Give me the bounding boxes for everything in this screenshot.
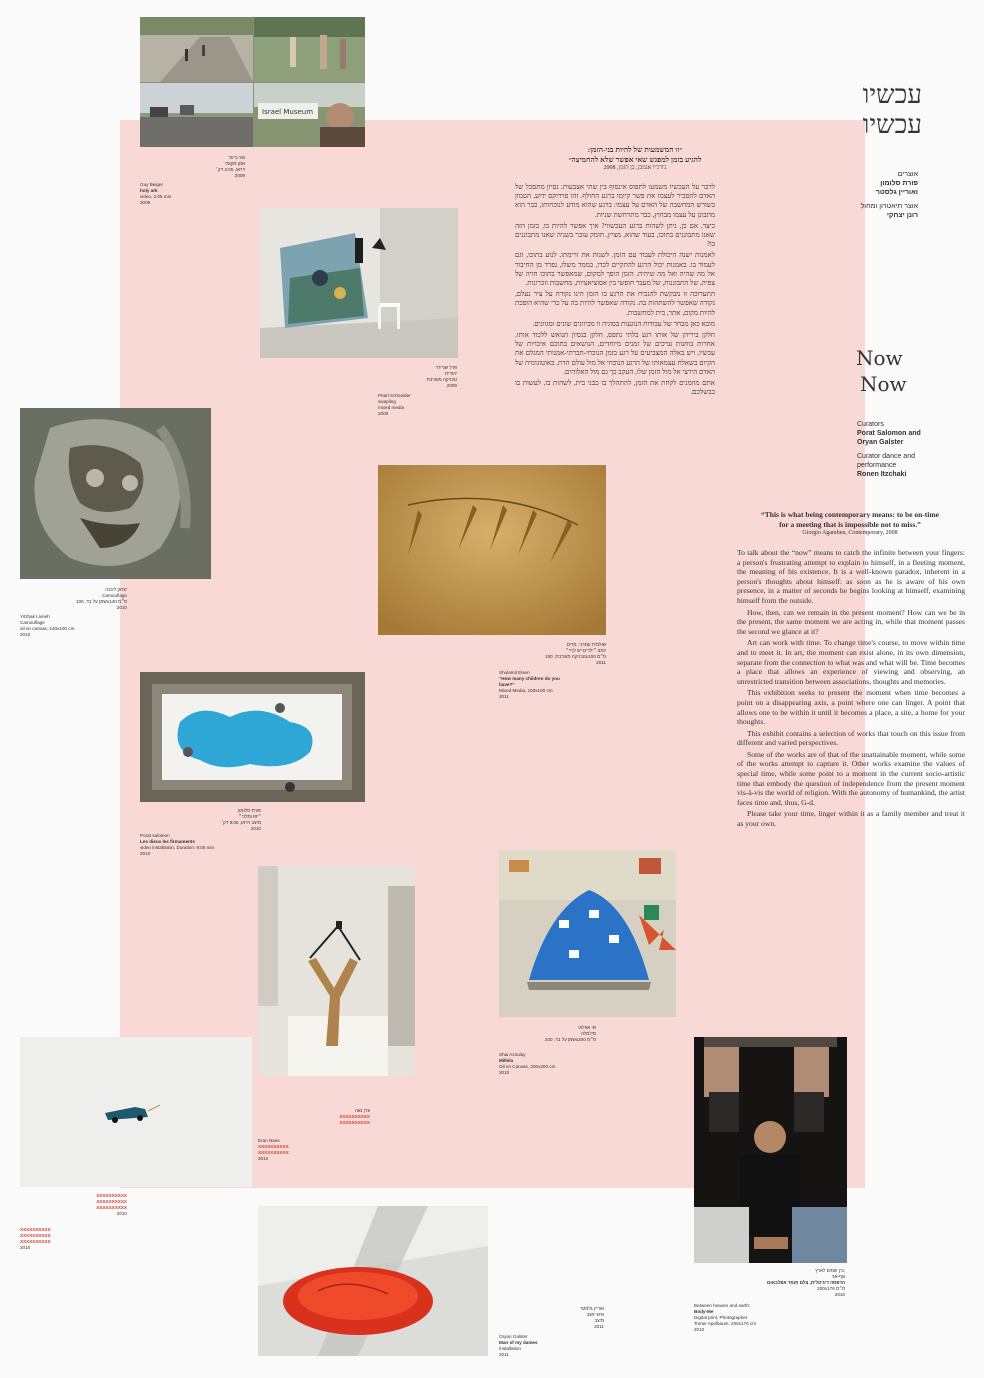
caption-eran-en: Eran Naes XXXXXXXXXX XXXXXXXXXX 2010 <box>258 1138 289 1161</box>
caption-porat-heb: פורת סלומון ״יפו ומלכי״ מיצב וידאו, 9:06 דק׳ 2010 <box>221 808 261 831</box>
photo-body-me <box>694 1037 847 1263</box>
painting-blue-pyramid <box>499 850 676 1017</box>
english-credits: Curators Porat Salomon and Oryan Galster Curator dance and performance Ronen Itzchaki <box>857 421 921 478</box>
caption-oryan-en: Oryan Galster Man of my dames Installation 2011 <box>499 1334 538 1357</box>
caption-eran-heb: ערן נאה XXXXXXXXXX XXXXXXXXXX <box>339 1108 370 1125</box>
english-title: Now Now <box>856 346 907 396</box>
english-body-text: To talk about the “now” means to catch the infinite between your fingers: a person's frustrating attempt to explain to himself, in a fleeting moment, the meaning of his existence. It is a well-known paradox, inherent in a person's thoughts about himself: as soon as he is aware of his own presence, in a matter of seconds he begins looking at himself, examining himself from the outside. How, then, can we remain in the present moment? How can we be in the present, the same moment we are acting in, while that moment passes the second we glance at it? Art can work with time. To change time's course, to move within time and to meet it. In art, the moment can exist alone, in its own dimension, separate from the connection to what was and what will be. Time becomes a place that allows an experience of viewing and observing, an unrestricted transition between associations, thoughts and memories. This exhibition seeks to present the moment when time becomes a point on a disappearing axis, a point where one can linger. A point that allows one to be within it until it becomes a place, a site, a home for your thoughts. This exhibit contains a selection of works that touch on this issue from different and varied perspectives. Some of the works are of that of the unattainable moment, while some of the works attempt to capture it. Other works examine the values of special time, while some point to a moment in the current socio-artistic time that embody the question of independence from the present moment vis-à-vis the world of religion. With the autonomy of humankind, the artist faces time and, thus, G-d. Please take your time, linger within it as a family member and treat it as your own. <box>737 548 965 829</box>
hebrew-title: עכשיו עכשיו <box>862 80 922 140</box>
caption-yitzhak-heb: יצחק ליבנה Camouflage שמן על בד, 100x140 ס״מ 2010 <box>75 587 127 610</box>
caption-guy-en: Guy Beiger holy ark video, 2:05 min 2009 <box>140 182 172 205</box>
painting-camouflage-face <box>20 408 211 579</box>
caption-shai-en: Shai Azoulay Millela Oil on Canvas, 200x200 cm 2010 <box>499 1052 556 1075</box>
photo-blue-pool <box>140 672 365 802</box>
caption-porat-en: Porat salomon Les dieux les firmaments video installation, Duration: 9:06 min 2010 <box>140 833 215 856</box>
photo-red-bowl <box>258 1206 488 1356</box>
english-quote: “This is what being contemporary means: to be on-time for a meeting that is impossible not to miss.” Giorgio Agamben, Contemporary, 2008 <box>761 510 939 536</box>
caption-oryan-heb: אוריין גלסטר איש יושב מיצב 2011 <box>579 1306 604 1329</box>
caption-pearl-en: Pearl Schneider swapling mixed media 2009 <box>378 393 411 416</box>
caption-shulamit-en: Shulamit Eisen “How many children do you have?” Mixed Media, 100x100 cm 2011 <box>499 670 560 699</box>
caption-car-red: XXXXXXXXXX XXXXXXXXXX XXXXXXXXXX 2010 <box>96 1193 127 1216</box>
photo-installation-chair <box>260 208 458 358</box>
caption-guy-heb: גאי בייגר אמן מקומי וידאו, 2:05 דק׳ 2009 <box>216 155 245 178</box>
caption-body-heb: בין שמים לארץ: גוף-אני הדפסה דיגיטלית, צלם תומר אפלבאום 200x176 ס״מ 2010 <box>767 1268 845 1297</box>
caption-body-en: Between heaven and earth: Body-Me Digital print, Photographer Tomer Apelbaum, 200x176 cm 2010 <box>694 1303 757 1332</box>
hebrew-credits: אוצרים פורת סלומון ואוריין גלסטר אוצר תיאטרון ומחול רונן יצחקי <box>860 171 918 219</box>
caption-yitzhak-en: Yitzhak Livneh Camouflage oil on canvas, 140x100 cm 2010 <box>20 614 75 637</box>
photo-street-collage <box>140 17 365 147</box>
caption-car-red-en: XXXXXXXXXX XXXXXXXXXX XXXXXXXXXX 2010 <box>20 1227 51 1250</box>
caption-pearl-heb: פרל שניידר יהודית טכניקה מעורבת 2009 <box>426 365 457 388</box>
hebrew-body-text: לדבר על העכשיו משמעו לתפוס אינסוף בין שתי אצבעות: נסיון מתסכל של האדם להסביר לעצמו את פשר קיומו ברגע החולף. זהו פרדוקס ידוע, הטמון בשורש המחשבה של האדם על עצמו: ברגע שהוא מודע לנוכחותו, כבר הוא מתבונן על עצמו מבחוץ, כבר מתרחשת שניות. כיצד, אם כן, ניתן לשהות ברגע העכשווי? איך אפשר להיות בו, בזמן הזה שאנו מתבוננים בתוכו, בעוד שהוא, מציץ, חומק עובר בשניה שאנו מתבוננים בו? לאמנות ישנה היכולת לעבוד עם הזמן. לשנות את זרימתו, לנוע בתוכו, וגם לעמוד בו. באמנות יכול הרגע להתקיים לכדו, בממד משלו, נפרד מן החיבור אל מה שהיה ואל מה שיהיה. הזמן הופך למקום, שמאפשר בתוכו חויה של צפיה, של התבוננות, של מעבר חופשי בין אסוציאציות, מחשבות וזכרונות. התערוכה זו מבקשת להנכיח את הרגע בו הזמן הינו נקודה על ציר נעלם, נקודה שאפשר להשתהות בה. נקודה שאפשר להיות בה על כדי שהיא הופכת להיות מקום, אתר, בית למחשבות. מובא כאן מבחר של עבודות הנוגעות בסוגיה זו מכיוונים שונים ומגוונים. חלקן ביריהן של אותו רגע בלתי נתפס, חלקן בנסיון הנואש ללכוד אותו. אחרות בוחנות ערכים של זמנים מיוחדים, הנושאים בתוכם איכויות של עכשיו, ויש באלה המצביעים על רגע בזמן הנוכחי-חברתי-אמנותי המגלם את הקיום בשאלת עצמאותו של הרגע הנוכחי אל מול עולם הדת. באוטונומיה של האדם הירצי אל מול הזמן שלו, העקב כך גם מול האלוהים. אתם מוזמנים לקחת את הזמן, להתהלך בו כבני בית, לשהות בו, לעשות בו כבשלכם. <box>515 183 715 397</box>
hebrew-quote: ״זו המשמעות של להיות בני-הזמן: להגיע בזמן למפגש שאי אפשר שלא להחמיצה״ ג'ורג'יו אגמבן, בן הזמן, 2008 <box>568 145 702 171</box>
photo-golden-grass <box>378 465 606 635</box>
street-sign-text: Israel Museum <box>262 108 314 116</box>
caption-shulamit-heb: שולמית עמרני, מרים יומנו ״ילדים יש לך?״ טכניקה מעורבת, 100x100 ס״מ 2011 <box>545 642 606 665</box>
photo-slingshot-sculpture <box>258 866 415 1076</box>
photo-toy-car <box>20 1037 252 1187</box>
caption-shai-heb: שי אזולאי מילמלה שמן על בד, 200x200 ס״מ <box>544 1025 596 1042</box>
